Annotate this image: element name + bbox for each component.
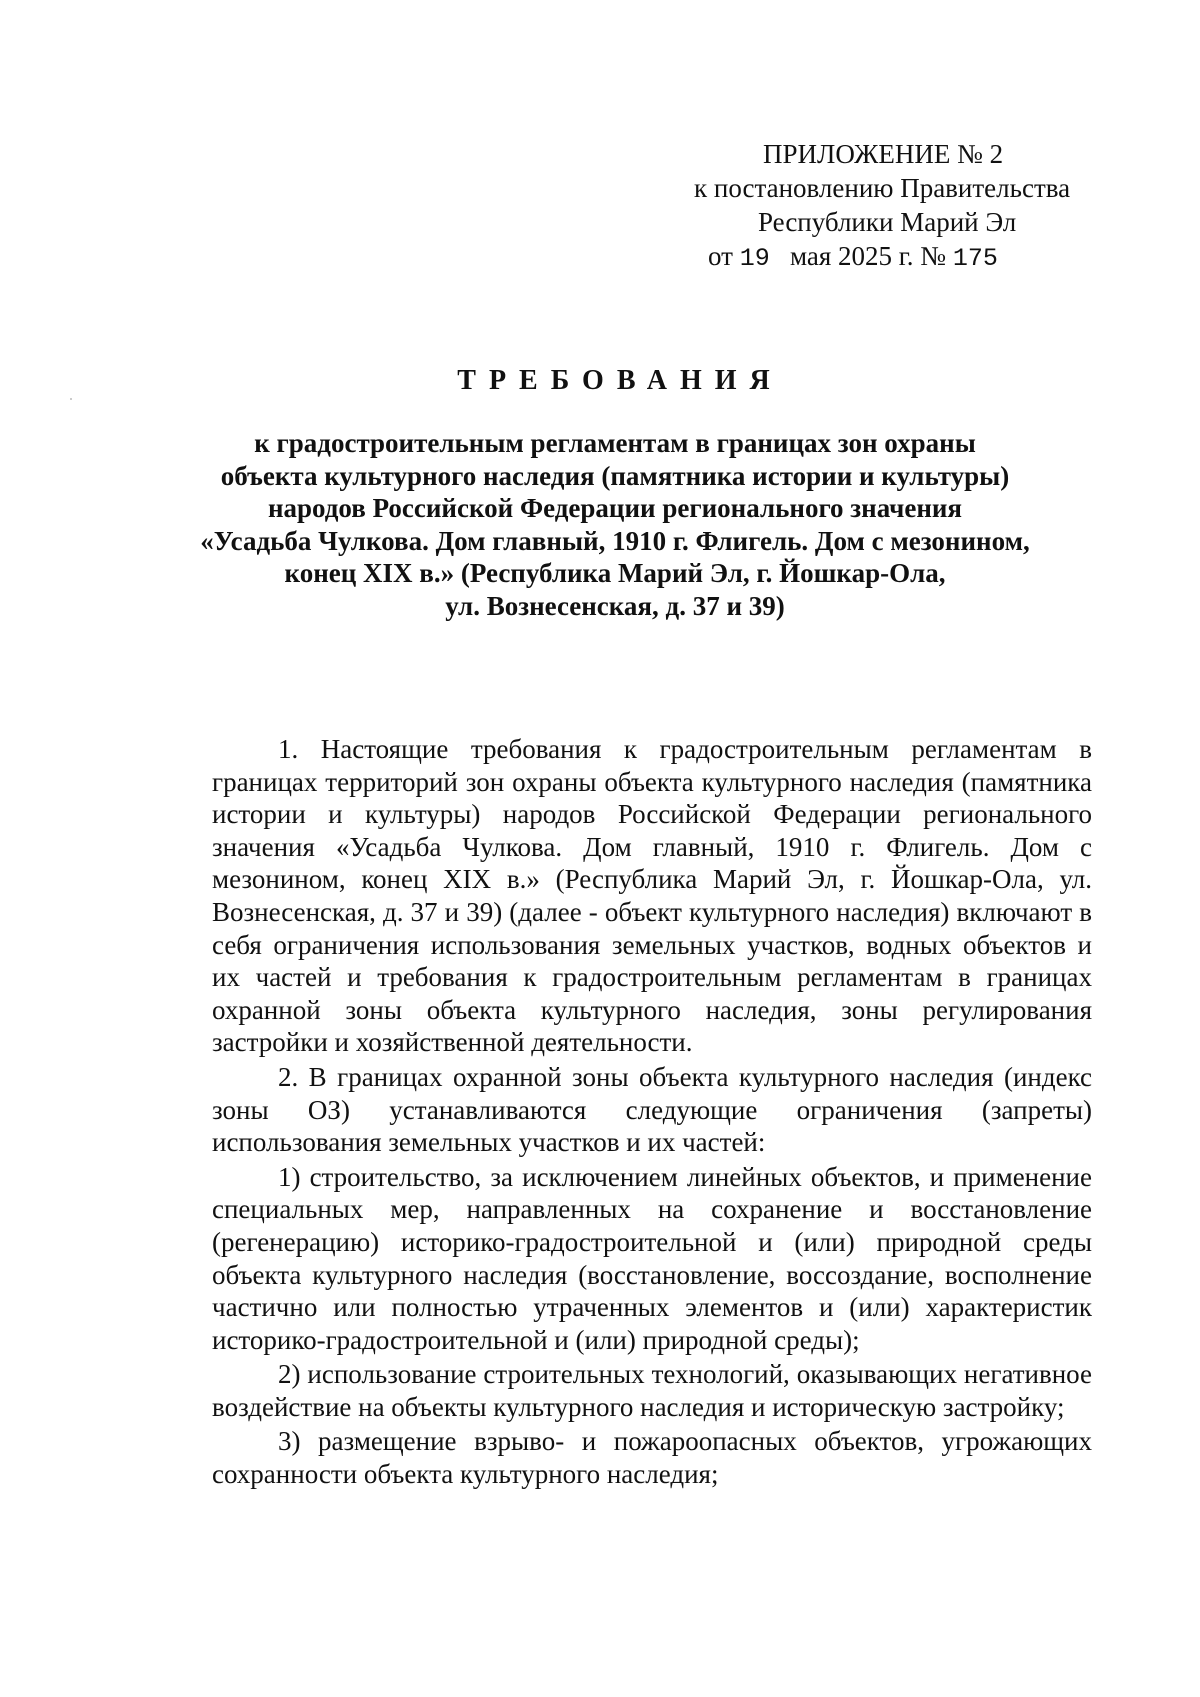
document-subtitle xyxy=(180,427,1050,622)
paragraph-1: 1. Настоящие требования к градостроительным регламентам в границах территорий зон охраны объекта культурного наследия (памятника истории и культуры) народов Российской Федерации регионального значения «Усадьба Чулкова. Дом главный, 1910 г. Флигель. Дом с мезонином, конец XIX в.» (Республика Марий Эл, г. Йошкар-Ола, ул. Вознесенская, д. 37 и 39) (далее - объект культурного наследия) включают в себя ограничения использования земельных участков, водных объектов и их частей и требования к градостроительным регламентам в границах охранной зоны объекта культурного наследия, зоны регулирования застройки и хозяйственной деятельности. xyxy=(212,734,1092,1058)
subtitle-line: ул. Вознесенская, д. 37 и 39) xyxy=(445,590,785,621)
date-prefix: от xyxy=(708,241,733,271)
subtitle-line: объекта культурного наследия (памятника истории и культуры) xyxy=(220,460,1010,491)
scan-speck xyxy=(70,398,72,400)
subtitle-line: конец XIX в.» (Республика Марий Эл, г. Йошкар-Ола, xyxy=(284,558,946,588)
date-month-year: мая 2025 г. № xyxy=(789,241,947,271)
date-day: 19 xyxy=(739,244,770,273)
paragraph-2: 2. В границах охранной зоны объекта культурного наследия (индекс зоны ОЗ) устанавливаются следующие ограничения (запреты) использования земельных участков и их частей: xyxy=(212,1061,1092,1158)
document-number: 175 xyxy=(952,244,998,273)
appendix-header xyxy=(690,137,1110,276)
appendix-resolution-line: к постановлению Правительства xyxy=(694,173,1071,203)
document-title: ТРЕБОВАНИЯ xyxy=(457,365,783,396)
subtitle-line: народов Российской Федерации регионального значения xyxy=(267,493,963,523)
subitem-3: 3) размещение взрыво- и пожароопасных объектов, угрожающих сохранности объекта культурного наследия; xyxy=(212,1426,1092,1490)
subitem-2: 2) использование строительных технологий, оказывающих негативное воздействие на объекты культурного наследия и историческую застройку; xyxy=(212,1359,1092,1422)
subtitle-line: «Усадьба Чулкова. Дом главный, 1910 г. Флигель. Дом с мезонином, xyxy=(200,525,1030,556)
appendix-republic-line: Республики Марий Эл xyxy=(758,207,1017,237)
appendix-date-line xyxy=(690,239,1110,276)
subtitle-line: к градостроительным регламентам в границах зон охраны xyxy=(254,428,976,458)
appendix-number: ПРИЛОЖЕНИЕ № 2 xyxy=(763,139,1004,169)
subitem-1: 1) строительство, за исключением линейных объектов, и применение специальных мер, направленных на сохранение и восстановление (регенерацию) историко-градостроительной и (или) природной среды объекта культурного наследия (восстановление, воссоздание, восполнение частично или полностью утраченных элементов и (или) характеристик историко-градостроительной и (или) природной среды); xyxy=(212,1161,1092,1355)
document-body xyxy=(212,733,1092,1493)
